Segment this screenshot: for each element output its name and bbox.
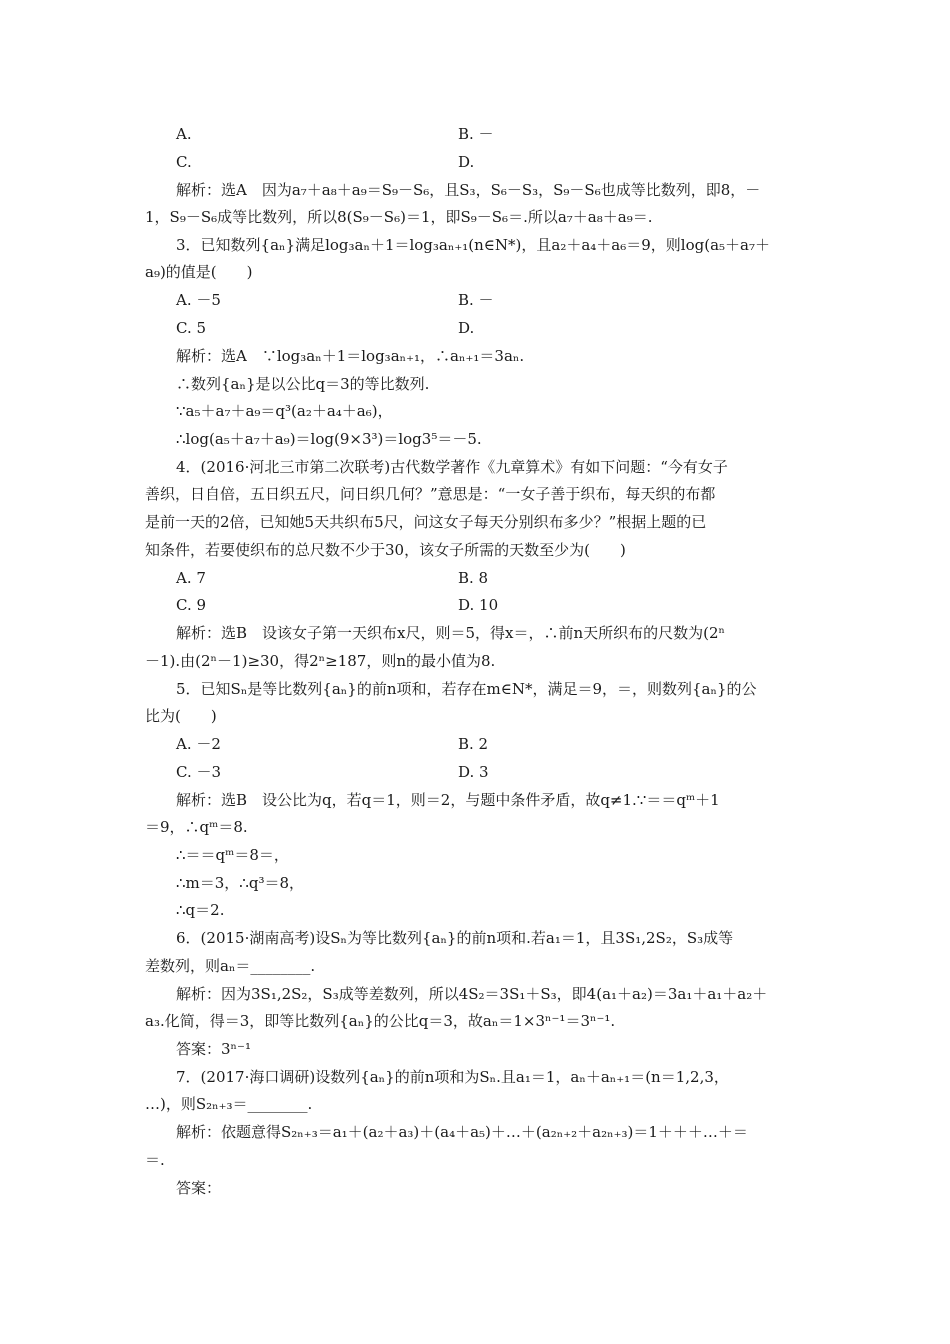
option-left: A. －5 — [176, 291, 221, 309]
option-left: A. — [176, 125, 192, 143]
text-line: 知条件，若要使织布的总尺数不少于30，该女子所需的天数至少为( ) — [145, 541, 626, 559]
text-line: a₃.化简，得＝3，即等比数列{aₙ}的公比q＝3，故aₙ＝1×3ⁿ⁻¹＝3ⁿ⁻¹. — [145, 1012, 616, 1030]
text-line: 解析：选B 设公比为q，若q＝1，则＝2，与题中条件矛盾，故q≠1.∵＝＝qᵐ＋1 — [176, 791, 720, 809]
text-line: 答案： — [176, 1179, 222, 1197]
option-right: D. 10 — [458, 596, 499, 614]
text-line: ＝9，∴qᵐ＝8. — [145, 818, 248, 836]
option-right: D. — [458, 319, 475, 337]
text-line: 解析：依题意得S₂ₙ₊₃＝a₁＋(a₂＋a₃)＋(a₄＋a₅)＋…＋(a₂ₙ₊₂＋a₂ₙ₊₃)＝1＋＋＋…＋＝ — [176, 1123, 748, 1141]
text-line: ∴log(a₅＋a₇＋a₉)＝log(9×3³)＝log3⁵＝－5. — [176, 430, 482, 448]
option-right: B. 8 — [458, 569, 489, 587]
text-line: ∴m＝3，∴q³＝8， — [176, 874, 305, 892]
text-line: ∴＝＝qᵐ＝8＝， — [176, 846, 289, 864]
answer-options-row — [0, 288, 950, 312]
text-line: 4．(2016·河北三市第二次联考)古代数学著作《九章算术》有如下问题：“今有女子 — [176, 458, 728, 476]
option-left: C. －3 — [176, 763, 222, 781]
text-line: 是前一天的2倍，已知她5天共织布5尺，问这女子每天分别织布多少？”根据上题的已 — [145, 513, 707, 531]
option-left: C. 5 — [176, 319, 207, 337]
answer-options-row — [0, 593, 950, 617]
text-line: －1).由(2ⁿ－1)≥30，得2ⁿ≥187，则n的最小值为8. — [145, 652, 496, 670]
text-line: ＝. — [145, 1151, 165, 1169]
answer-options-row — [0, 150, 950, 174]
text-line: ∴数列{aₙ}是以公比q＝3的等比数列. — [176, 375, 430, 393]
text-line: 善织，日自倍，五日织五尺，问日织几何？”意思是：“一女子善于织布，每天织的布都 — [145, 485, 716, 503]
text-line: 7．(2017·海口调研)设数列{aₙ}的前n项和为Sₙ.且a₁＝1，aₙ＋aₙ₊₁＝(n＝1,2,3， — [176, 1068, 729, 1086]
answer-options-row — [0, 760, 950, 784]
text-line: 解析：因为3S₁,2S₂，S₃成等差数列，所以4S₂＝3S₁＋S₃，即4(a₁＋a₂)＝3a₁＋a₁＋a₂＋ — [176, 985, 768, 1003]
text-line: 6．(2015·湖南高考)设Sₙ为等比数列{aₙ}的前n项和.若a₁＝1，且3S₁,2S₂，S₃成等 — [176, 929, 734, 947]
option-left: A. －2 — [176, 735, 221, 753]
answer-options-row — [0, 316, 950, 340]
option-right: B. － — [458, 125, 494, 143]
text-line: 解析：选A 因为a₇＋a₈＋a₉＝S₉－S₆，且S₃，S₆－S₃，S₉－S₆也成等比数列，即8，－ — [176, 181, 761, 199]
text-line: 5．已知Sₙ是等比数列{aₙ}的前n项和，若存在m∈N*，满足＝9，＝，则数列{aₙ}的公 — [176, 680, 757, 698]
option-right: D. 3 — [458, 763, 489, 781]
answer-options-row — [0, 566, 950, 590]
option-left: A. 7 — [176, 569, 206, 587]
option-left: C. 9 — [176, 596, 207, 614]
option-left: C. — [176, 153, 192, 171]
answer-options-row — [0, 732, 950, 756]
text-line: 差数列，则aₙ＝________. — [145, 957, 316, 975]
answer-options-row — [0, 122, 950, 146]
text-line: 解析：选B 设该女子第一天织布x尺，则＝5，得x＝，∴前n天所织布的尺数为(2ⁿ — [176, 624, 726, 642]
text-line: ∵a₅＋a₇＋a₉＝q³(a₂＋a₄＋a₆)， — [176, 402, 393, 420]
text-line: 3．已知数列{aₙ}满足log₃aₙ＋1＝log₃aₙ₊₁(n∈N*)，且a₂＋a₄＋a₆＝9，则log(a₅＋a₇＋ — [176, 236, 770, 254]
option-right: D. — [458, 153, 475, 171]
text-line: ∴q＝2. — [176, 901, 225, 919]
text-line: 1，S₉－S₆成等比数列，所以8(S₉－S₆)＝1，即S₉－S₆＝.所以a₇＋a₈＋a₉＝. — [145, 208, 653, 226]
text-line: 答案：3ⁿ⁻¹ — [176, 1040, 251, 1058]
text-line: 比为( ) — [145, 707, 217, 725]
option-right: B. 2 — [458, 735, 489, 753]
text-line: 解析：选A ∵log₃aₙ＋1＝log₃aₙ₊₁，∴aₙ₊₁＝3aₙ. — [176, 347, 525, 365]
text-line: a₉)的值是( ) — [145, 263, 253, 281]
option-right: B. － — [458, 291, 494, 309]
text-line: …)，则S₂ₙ₊₃＝________. — [145, 1095, 313, 1113]
